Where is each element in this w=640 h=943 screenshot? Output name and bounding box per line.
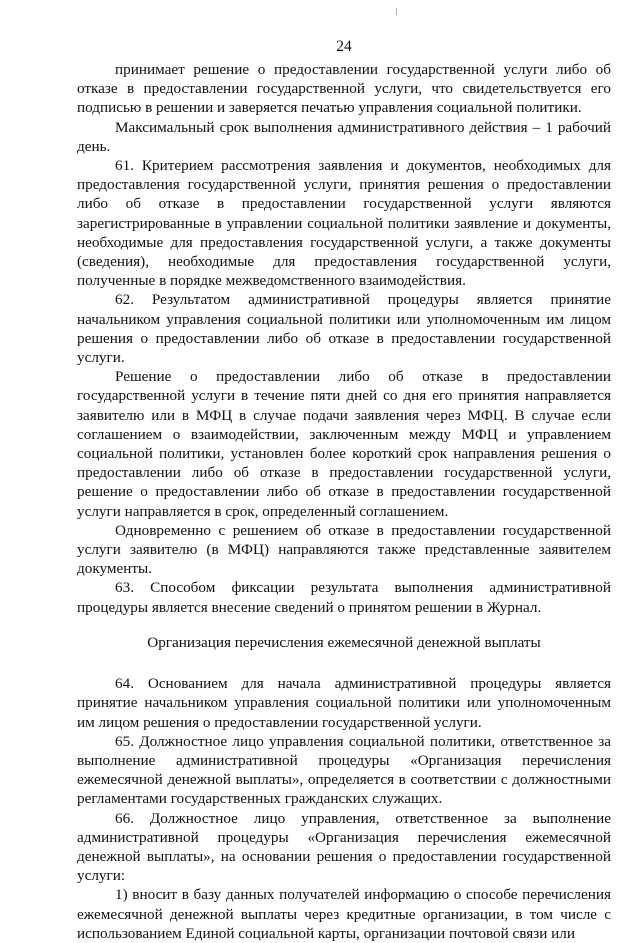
paragraph-63: 63. Способом фиксации результата выполнения административной процедуры является внесение сведений о принятом решении в Журнал. [77,579,611,616]
paragraph-66-item-1: 1) вносит в базу данных получателей информацию о способе перечисления ежемесячной денежной выплаты через кредитные организации, в том числе с использованием Единой социальной карты, организации почтовой связи или [77,886,611,942]
paragraph-66: 66. Должностное лицо управления, ответственное за выполнение административной процедуры «Организация перечисления ежемесячной денежной выплаты», на основании решения о предоставлении государственной услуги: [77,809,611,885]
paragraph-61: 61. Критерием рассмотрения заявления и документов, необходимых для предоставления государственной услуги, принятия решения о предоставлении либо об отказе в предоставлении государственной услуги являются зарегистрированные в управлении социальной политики заявление и документы, необходимые для предоставления государственной услуги, а также документы (сведения), необходимые для предоставления государственной услуги, полученные в порядке межведомственного взаимодействия. [77,157,611,290]
paragraph-64: 64. Основанием для начала административной процедуры является принятие начальником управления социальной политики или уполномоченным им лицом решения о предоставлении государственной услуги. [77,675,611,731]
paragraph-decision-sending: Решение о предоставлении либо об отказе в предоставлении государственной услуги в течение пяти дней со дня его принятия направляется заявителю или в МФЦ в случае подачи заявления через МФЦ. В случае если соглашением о взаимодействии, заключенным между МФЦ и управлением социальной политики, установлен более короткий срок направления решения о предоставлении либо об отказе в предоставлении государственной услуги, решение о предоставлении либо об отказе в предоставлении государственной услуги направляется в срок, определенный соглашением. [77,368,611,520]
page-number: 24 [336,38,352,55]
paragraph-62: 62. Результатом административной процедуры является принятие начальником управления социальной политики или уполномоченным им лицом решения о предоставлении либо об отказе в предоставлении государственной услуги. [77,291,611,367]
page-top-mark [396,8,397,15]
page-body [77,60,611,943]
document-page [77,0,611,942]
paragraph-max-duration: Максимальный срок выполнения административного действия – 1 рабочий день. [77,118,611,155]
section-heading: Организация перечисления ежемесячной денежной выплаты [147,633,541,651]
paragraph-continuation: принимает решение о предоставлении государственной услуги либо об отказе в предоставлении государственной услуги, что свидетельствуется его подписью в решении и заверяется печатью управления социальной политики. [77,61,611,117]
paragraph-65: 65. Должностное лицо управления социальной политики, ответственное за выполнение административной процедуры «Организация перечисления ежемесячной денежной выплаты», определяется в соответствии с должностными регламентами государственных гражданских служащих. [77,732,611,808]
paragraph-documents-return: Одновременно с решением об отказе в предоставлении государственной услуги заявителю (в МФЦ) направляются также представленные заявителем документы. [77,521,611,578]
